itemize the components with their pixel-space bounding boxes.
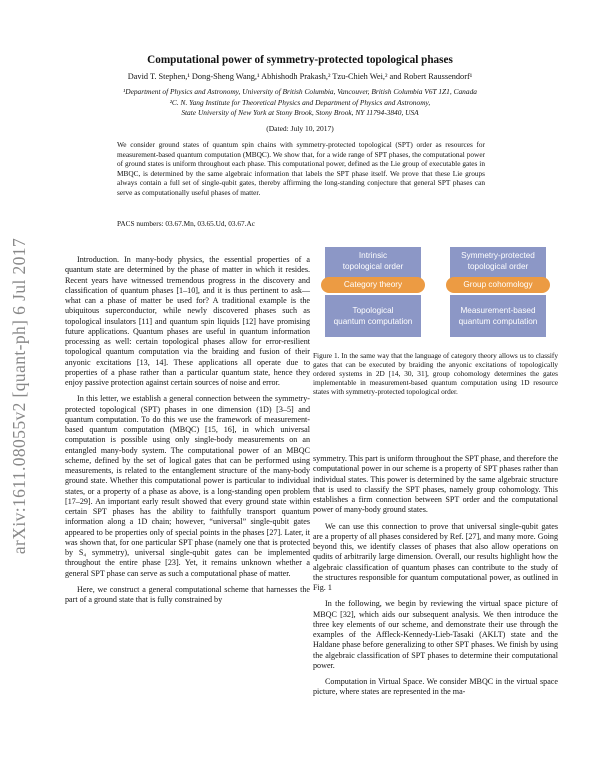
pill-group-cohomology: Group cohomology xyxy=(446,277,550,293)
box-line: topological order xyxy=(467,262,529,271)
paragraph-symmetry: symmetry. This part is uniform throughout the SPT phase, and therefore the computational power in our scheme is a property of SPT phases rather than individual states. This power is determined by the same algebraic structure that is used to classify the SPT phases, namely group cohomology. This establishes a firm connection between SPT order and the computational power of many-body ground states. xyxy=(313,454,558,515)
box-line: Symmetry-protected xyxy=(461,251,535,260)
paragraph-following: In the following, we begin by reviewing the virtual space picture of MBQC [32], which aids our subsequent analysis. We then introduce the three key elements of our scheme, and demonstrate their use through the examples of the Affleck-Kennedy-Lieb-Tasaki (AKLT) state and the Haldane phase before generalizing to other SPT phases. We finish by using the algebraic classification of SPT phases to determine their computational power. xyxy=(313,599,558,670)
box-line: Measurement-based xyxy=(460,306,536,315)
box-line: topological order xyxy=(342,262,404,271)
box-measurement-based-quantum-computation xyxy=(450,295,546,337)
figure-1-caption: Figure 1. In the same way that the language of category theory allows us to classify gates that can be executed by braiding the anyonic excitations of topologically ordered systems in 2D [14, 30, 31], group cohomology determines the gates implementable in measurement-based quantum computation using 1D resource states with symmetry-protected topological order. xyxy=(313,351,558,397)
author-list: David T. Stephen,¹ Dong-Sheng Wang,¹ Abhishodh Prakash,² Tzu-Chieh Wei,² and Robert Raussendorf¹ xyxy=(127,72,473,81)
paragraph-introduction: Introduction. In many-body physics, the essential properties of a quantum state are determined by the phase of matter in which it resides. Recent years have witnessed tremendous progress in the discovery and classification of quantum phases [1–10], and it is thus pertinent to ask—what can a phase of matter be used for? A traditional example is the ubiquitous superconductor, while newly discovered phases such as topological insulators [11] and quantum spin liquids [12] have promising future applications. Quantum phases are useful in quantum information processing as well: certain topological phases allow for error-resilient topological quantum computation via the braiding and fusion of their anyonic excitations [13, 14]. These applications all operate due to properties of a phase rather than a particular quantum state, hence they enjoy passive protection against certain sources of noise and error. xyxy=(65,255,310,387)
affiliation-3: State University of New York at Stony Brook, Stony Brook, NY 11794-3840, USA xyxy=(181,108,419,117)
right-column xyxy=(313,454,558,698)
box-line: quantum computation xyxy=(458,317,538,326)
paper-title: Computational power of symmetry-protected topological phases xyxy=(147,54,453,66)
box-line: Intrinsic xyxy=(358,251,388,260)
paragraph-construct: Here, we construct a general computational scheme that harnesses the part of a ground state that is fully constrained by xyxy=(65,584,310,604)
figure-1 xyxy=(313,247,558,343)
paragraph-letter: In this letter, we establish a general connection between the symmetry-protected topological (SPT) phases in one dimension (1D) [3–5] and quantum computation. To do this we use the framework of measurement-based quantum computation (MBQC) [15, 16], in which universal computation is possible using only single-body measurements on an entangled many-body system. The computational power of an MBQC scheme, defined by the set of logical gates that can be performed using measurements, is related to the entanglement structure of the many-body ground state. Whether this computational power is particular to individual states, or a property of a phase as above, is a long-standing open problem [17–29]. An important early result showed that every ground state within certain SPT phases has the ability to faithfully transport quantum information along a 1D chain; however, “universal” single-qubit gates appeared to be properties only of special points in the phases [27]. Later, it was shown that, for one particular SPT phase (namely one that is protected by S₄ symmetry), universal single-qubit gates can be implemented throughout the entire phase [23]. Yet, it remains unknown whether a general SPT phase can serve as such a computational phase of matter. xyxy=(65,394,310,578)
box-line: Topological xyxy=(352,306,394,315)
paragraph-connection: We can use this connection to prove that universal single-qubit gates are a property of all phases considered by Ref. [27], and many more. Going beyond this, we identify classes of phases that also allow operations on qudits of arbitrarily large dimension. Overall, our results highlight how the algebraic classification of quantum phases can contribute to the study of the structures responsible for quantum computational power, as outlined in Fig. 1 xyxy=(313,521,558,592)
arxiv-identifier: arXiv:1611.08055v2 [quant-ph] 6 Jul 2017 xyxy=(9,237,29,555)
paragraph-virtual-space: Computation in Virtual Space. We consider MBQC in the virtual space picture, where states are represented in the ma- xyxy=(313,677,558,697)
affiliation-1: ¹Department of Physics and Astronomy, University of British Columbia, Vancouver, British Columbia V6T 1Z1, Canada xyxy=(123,87,477,96)
pill-category-theory: Category theory xyxy=(321,277,425,293)
pacs-numbers: PACS numbers: 03.67.Mn, 03.65.Ud, 03.67.Ac xyxy=(117,219,255,228)
box-line: quantum computation xyxy=(333,317,413,326)
box-topological-quantum-computation xyxy=(325,295,421,337)
abstract: We consider ground states of quantum spin chains with symmetry-protected topological (SPT) order as resources for measurement-based quantum computation (MBQC). We show that, for a wide range of SPT phases, the computational power of ground states is uniform throughout each phase. This computational power, defined as the Lie group of executable gates in MBQC, is determined by the same algebraic information that labels the SPT phase itself. We prove that these Lie groups always contain a full set of single-qubit gates, thereby affirming the long-standing conjecture that general SPT phases can serve as computationally useful phases of matter. xyxy=(117,140,485,197)
left-column xyxy=(65,255,310,605)
affiliation-2: ²C. N. Yang Institute for Theoretical Physics and Department of Physics and Astronomy, xyxy=(169,98,431,107)
date-line: (Dated: July 10, 2017) xyxy=(266,124,334,133)
